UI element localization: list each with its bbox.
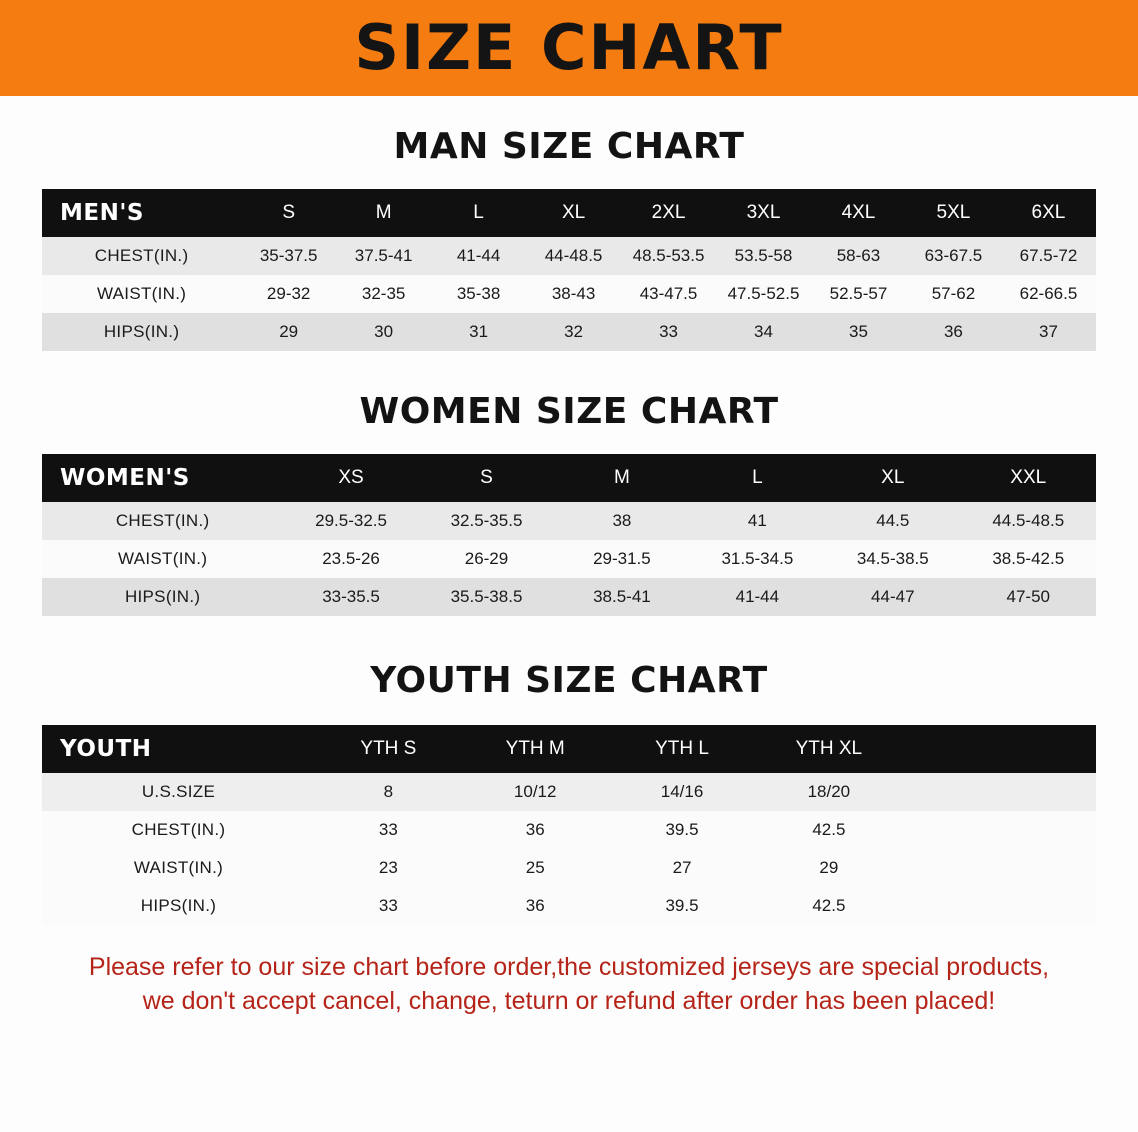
- youth-r0-c1: 8: [383, 782, 394, 801]
- man-r1-c5: 43-47.5: [639, 284, 698, 303]
- women-r1-c4: 31.5-34.5: [721, 549, 794, 568]
- man-table-head: [42, 189, 1096, 237]
- man-table-body: [42, 237, 1096, 351]
- man-r0-c6: 53.5-58: [734, 246, 793, 265]
- page-banner: [0, 0, 1138, 96]
- women-table-head: [42, 454, 1096, 502]
- man-r2-c4: 32: [564, 322, 584, 341]
- man-r0-c3: 41-44: [456, 246, 501, 265]
- table-row: [42, 578, 1096, 616]
- man-section-title: MAN SIZE CHART: [393, 126, 745, 167]
- table-row: [42, 849, 1096, 887]
- man-header-cell-2: M: [375, 202, 392, 223]
- women-r0-c1: 29.5-32.5: [315, 511, 387, 530]
- women-r1-c5: 34.5-38.5: [856, 549, 929, 568]
- youth-r3-spacer: [902, 887, 1096, 925]
- youth-r2-c2: 25: [525, 858, 545, 877]
- man-header-cell-7: 4XL: [841, 202, 876, 223]
- women-r1-c1: 23.5-26: [322, 549, 380, 568]
- man-r0-c7: 58-63: [836, 246, 881, 265]
- man-r0-c8: 63-67.5: [924, 246, 983, 265]
- youth-r1-spacer: [902, 811, 1096, 849]
- youth-size-table: [42, 725, 1096, 925]
- youth-r2-c0: WAIST(IN.): [133, 858, 224, 877]
- man-r2-c7: 35: [849, 322, 868, 341]
- man-r2-c8: 36: [943, 322, 963, 341]
- man-r0-c0: CHEST(IN.): [94, 246, 189, 265]
- table-row: [42, 811, 1096, 849]
- man-r2-c9: 37: [1039, 322, 1058, 341]
- man-r2-c2: 30: [374, 322, 394, 341]
- youth-r3-c0: HIPS(IN.): [140, 896, 217, 915]
- youth-header-cell-0: YOUTH: [60, 736, 152, 762]
- women-r2-c3: 38.5-41: [593, 587, 651, 606]
- man-header-cell-8: 5XL: [936, 202, 971, 223]
- women-r0-c5: 44.5: [876, 511, 910, 530]
- man-r2-c0: HIPS(IN.): [103, 322, 180, 341]
- man-header-cell-4: XL: [561, 202, 586, 223]
- table-header-row: [42, 725, 1096, 773]
- youth-r2-c1: 23: [378, 858, 398, 877]
- youth-table-head: [42, 725, 1096, 773]
- youth-header-spacer: [902, 725, 1096, 773]
- women-r2-c1: 33-35.5: [322, 587, 380, 606]
- table-row: [42, 540, 1096, 578]
- youth-r0-c3: 14/16: [660, 782, 704, 801]
- disclaimer-line-1: Please refer to our size chart before order,the customized jerseys are special products,: [88, 953, 1050, 981]
- youth-r0-c4: 18/20: [807, 782, 851, 801]
- women-r2-c0: HIPS(IN.): [124, 587, 201, 606]
- youth-r0-c2: 10/12: [513, 782, 557, 801]
- table-row: [42, 773, 1096, 811]
- women-r0-c2: 32.5-35.5: [450, 511, 523, 530]
- man-r1-c2: 32-35: [361, 284, 406, 303]
- man-r1-c6: 47.5-52.5: [727, 284, 800, 303]
- women-r2-c6: 47-50: [1006, 587, 1050, 606]
- women-header-cell-2: S: [480, 467, 493, 488]
- women-r2-c5: 44-47: [871, 587, 915, 606]
- women-r1-c3: 29-31.5: [593, 549, 651, 568]
- women-r1-c0: WAIST(IN.): [118, 549, 208, 568]
- women-r2-c2: 35.5-38.5: [450, 587, 523, 606]
- man-r1-c3: 35-38: [456, 284, 501, 303]
- women-header-cell-4: L: [752, 467, 763, 488]
- women-r0-c3: 38: [612, 511, 632, 530]
- youth-header-cell-4: YTH XL: [795, 738, 863, 759]
- women-section-title: WOMEN SIZE CHART: [359, 391, 779, 432]
- youth-r3-c1: 33: [378, 896, 398, 915]
- man-r2-c1: 29: [279, 322, 299, 341]
- man-r1-c4: 38-43: [551, 284, 596, 303]
- women-header-cell-1: XS: [338, 467, 364, 488]
- youth-r1-c4: 42.5: [812, 820, 846, 839]
- youth-r3-c2: 36: [525, 896, 545, 915]
- disclaimer-line-2: we don't accept cancel, change, teturn or refund after order has been placed!: [142, 986, 996, 1015]
- man-size-table: [42, 189, 1096, 351]
- man-r0-c4: 44-48.5: [544, 246, 603, 265]
- man-header-cell-5: 2XL: [651, 202, 686, 223]
- youth-header-cell-3: YTH L: [655, 738, 709, 759]
- women-header-cell-3: M: [614, 467, 630, 488]
- table-row: [42, 887, 1096, 925]
- youth-r1-c3: 39.5: [665, 820, 699, 839]
- women-header-cell-5: XL: [881, 467, 905, 488]
- table-row: [42, 275, 1096, 313]
- women-r1-c6: 38.5-42.5: [992, 549, 1065, 568]
- man-r1-c9: 62-66.5: [1019, 284, 1078, 303]
- disclaimer-note: [40, 951, 1098, 1019]
- youth-r3-c3: 39.5: [665, 896, 699, 915]
- table-header-row: [42, 189, 1096, 237]
- man-table-wrap: [42, 189, 1096, 351]
- youth-r2-c3: 27: [672, 858, 692, 877]
- women-r0-c0: CHEST(IN.): [115, 511, 210, 530]
- youth-r2-spacer: [902, 849, 1096, 887]
- man-r1-c8: 57-62: [931, 284, 976, 303]
- man-r1-c0: WAIST(IN.): [96, 284, 187, 303]
- man-r1-c1: 29-32: [266, 284, 311, 303]
- man-header-cell-0: MEN'S: [60, 200, 144, 226]
- youth-r1-c2: 36: [525, 820, 545, 839]
- table-header-row: [42, 454, 1096, 502]
- man-r0-c9: 67.5-72: [1019, 246, 1078, 265]
- youth-r0-spacer: [902, 773, 1096, 811]
- man-r2-c5: 33: [659, 322, 678, 341]
- table-row: [42, 237, 1096, 275]
- women-r0-c6: 44.5-48.5: [992, 511, 1065, 530]
- women-table-body: [42, 502, 1096, 616]
- women-size-table: [42, 454, 1096, 616]
- man-r1-c7: 52.5-57: [829, 284, 888, 303]
- youth-section-title: YOUTH SIZE CHART: [370, 660, 768, 701]
- man-r2-c6: 34: [754, 322, 773, 341]
- women-r2-c4: 41-44: [735, 587, 780, 606]
- man-header-cell-3: L: [473, 202, 484, 223]
- man-header-cell-9: 6XL: [1031, 202, 1066, 223]
- man-header-cell-1: S: [282, 202, 295, 223]
- youth-r0-c0: U.S.SIZE: [141, 782, 216, 801]
- youth-table-wrap: [42, 725, 1096, 925]
- women-r0-c4: 41: [747, 511, 767, 530]
- youth-r3-c4: 42.5: [812, 896, 846, 915]
- youth-r1-c0: CHEST(IN.): [131, 820, 226, 839]
- man-header-cell-6: 3XL: [746, 202, 781, 223]
- women-header-cell-0: WOMEN'S: [60, 465, 190, 491]
- table-row: [42, 313, 1096, 351]
- youth-header-cell-2: YTH M: [505, 738, 565, 759]
- man-r2-c3: 31: [469, 322, 489, 341]
- table-row: [42, 502, 1096, 540]
- man-r0-c5: 48.5-53.5: [632, 246, 705, 265]
- page-title: SIZE CHART: [354, 11, 784, 84]
- youth-r1-c1: 33: [378, 820, 398, 839]
- women-r1-c2: 26-29: [464, 549, 509, 568]
- youth-table-body: [42, 773, 1096, 925]
- man-r0-c2: 37.5-41: [354, 246, 413, 265]
- youth-header-cell-1: YTH S: [360, 738, 417, 759]
- women-header-cell-6: XXL: [1010, 467, 1047, 488]
- youth-r2-c4: 29: [819, 858, 839, 877]
- women-table-wrap: [42, 454, 1096, 616]
- man-r0-c1: 35-37.5: [259, 246, 318, 265]
